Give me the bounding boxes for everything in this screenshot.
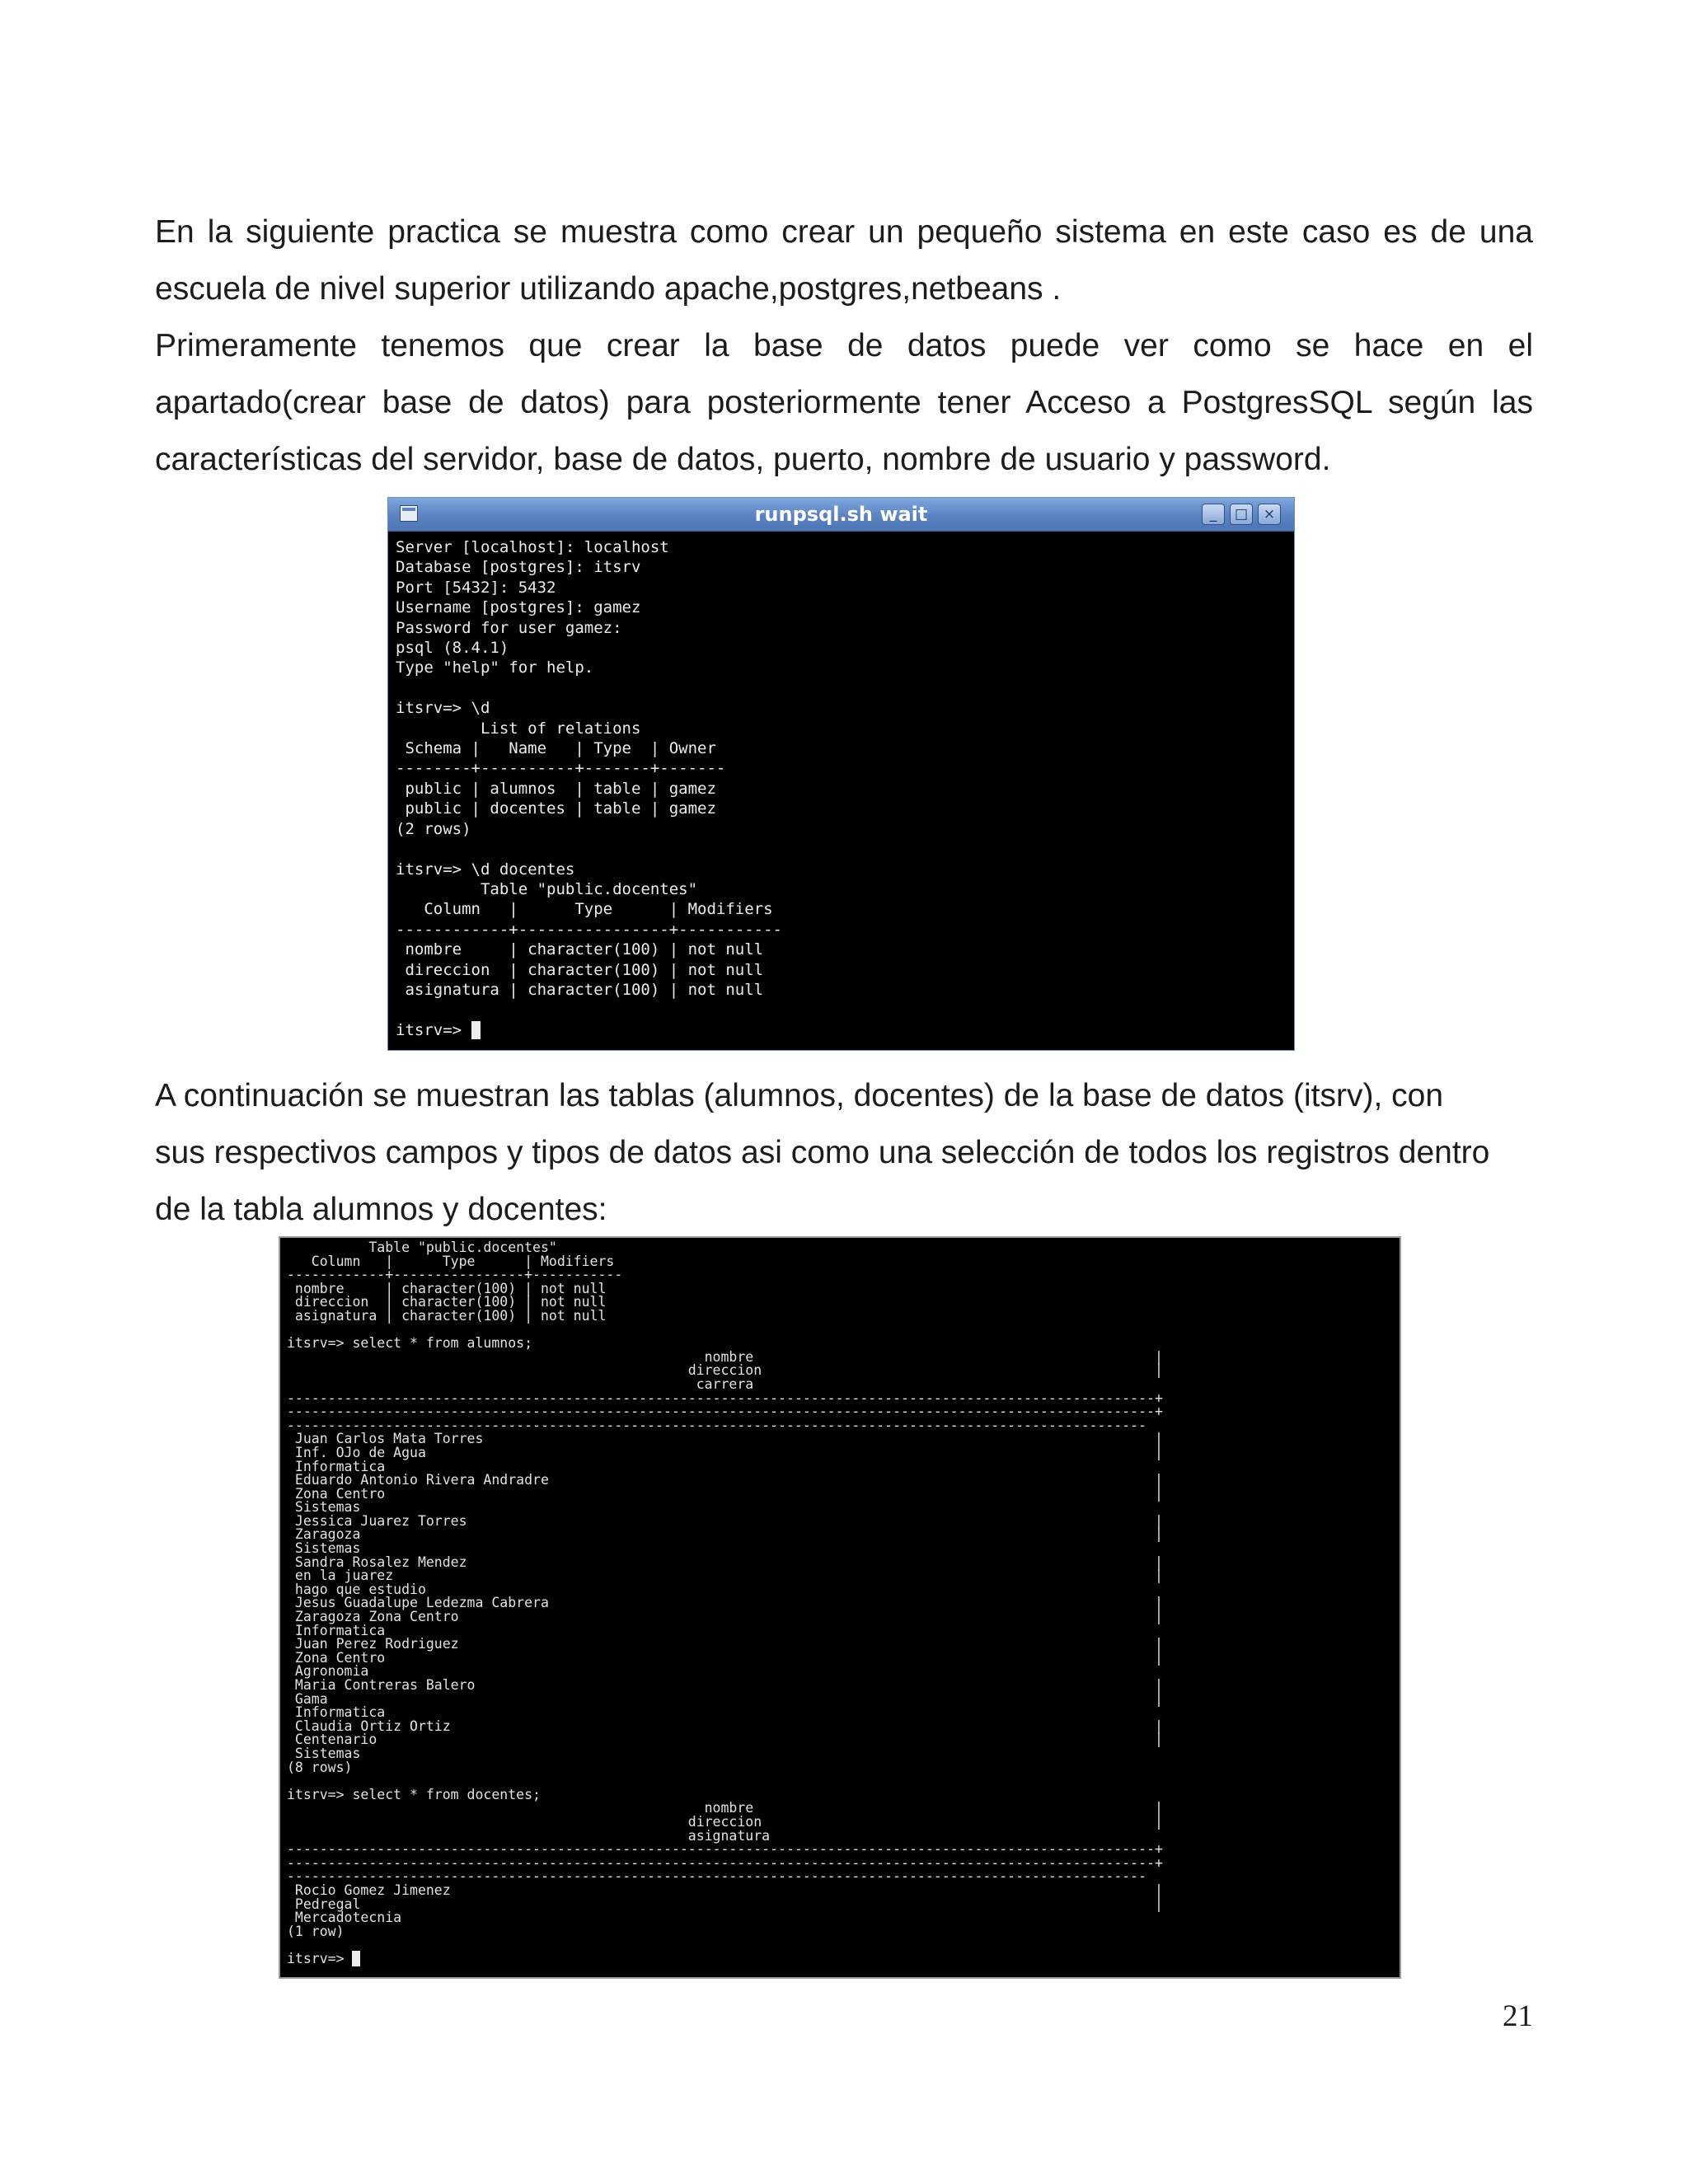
terminal-session-text: Server [localhost]: localhost Database [postgres]: itsrv Port [5432]: 5432 Username [postgres]: gamez Password for user gamez: psql (8.4.1) Type "help" for help. itsrv=> \d List of relations Schema | Name | Type | Owner --------+----------+-------+------- public | alumnos | table | gamez public | docentes | table | gamez (2 rows) itsrv=> \d docentes Table "public.docentes" Column | Type | Modifiers ------------+----------------+----------- nombre | character(100) | not null direccion | character(100) | not null asignatura | character(100) | not null itsrv=> (396, 538, 782, 1039)
close-icon: × (1258, 504, 1281, 525)
description-line: sus respectivos campos y tipos de datos asi como una selección de todos los registros dentro (155, 1135, 1490, 1170)
psql-terminal-window (387, 497, 1295, 1051)
intro-line: características del servidor, base de datos, puerto, nombre de usuario y password. (155, 442, 1331, 477)
intro-line: En la siguiente practica se muestra como crear un pequeño sistema en este caso es de una (155, 214, 1533, 250)
minimize-icon: _ (1202, 504, 1225, 525)
intro-line: escuela de nivel superior utilizando apache,postgres,netbeans . (155, 271, 1062, 307)
terminal-output (396, 537, 1289, 1045)
terminal-cursor (471, 1021, 481, 1039)
description-line: A continuación se muestran las tablas (alumnos, docentes) de la base de datos (itsrv), con (155, 1078, 1444, 1113)
intro-paragraph (155, 204, 1533, 488)
page-number: 21 (1503, 1999, 1533, 2033)
terminal-output (287, 1241, 1396, 1975)
window-titlebar (388, 498, 1294, 532)
intro-line: Primeramente tenemos que crear la base de datos puede ver como se hace en el (155, 328, 1533, 363)
description-paragraph (155, 1067, 1533, 1238)
terminal-cursor (352, 1951, 360, 1966)
query-results-terminal (279, 1236, 1401, 1979)
window-title: runpsql.sh wait (754, 503, 928, 526)
description-line: de la tabla alumnos y docentes: (155, 1192, 607, 1227)
intro-line: apartado(crear base de datos) para posteriormente tener Acceso a PostgresSQL según las (155, 385, 1533, 420)
query-results-text: Table "public.docentes" Column | Type | Modifiers ------------+----------------+----------- nombre | character(100) | not null direccion | character(100) | not null asignatura | character(100) | not null itsrv=> select * from alumnos; nombre | direccion | carrera ----------------------------------------------------------------------------------------------------------+ ----------------------------------------------------------------------------------------------------------+ --------------------------------------------------------------------------------------------------------- Juan Carlos Mata Torres | Inf. OJo de Agua | Informatica Eduardo Antonio Rivera Andradre | Zona Centro | Sistemas Jessica Juarez Torres | Zaragoza | Sistemas Sandra Rosalez Mendez | en la juarez | hago que estudio Jesus Guadalupe Ledezma Cabrera | Zaragoza Zona Centro | Informatica Juan Perez Rodriguez | Zona Centro | Agronomia Maria Contreras Balero | Gama | Informatica Claudia Ortiz Ortiz | Centenario | Sistemas (8 rows) itsrv=> select * from docentes; nombre | direccion | asignatura ----------------------------------------------------------------------------------------------------------+ ----------------------------------------------------------------------------------------------------------+ --------------------------------------------------------------------------------------------------------- Rocio Gomez Jimenez | Pedregal | Mercadotecnia (1 row) itsrv=> (287, 1241, 1163, 1966)
maximize-icon: □ (1230, 504, 1253, 525)
